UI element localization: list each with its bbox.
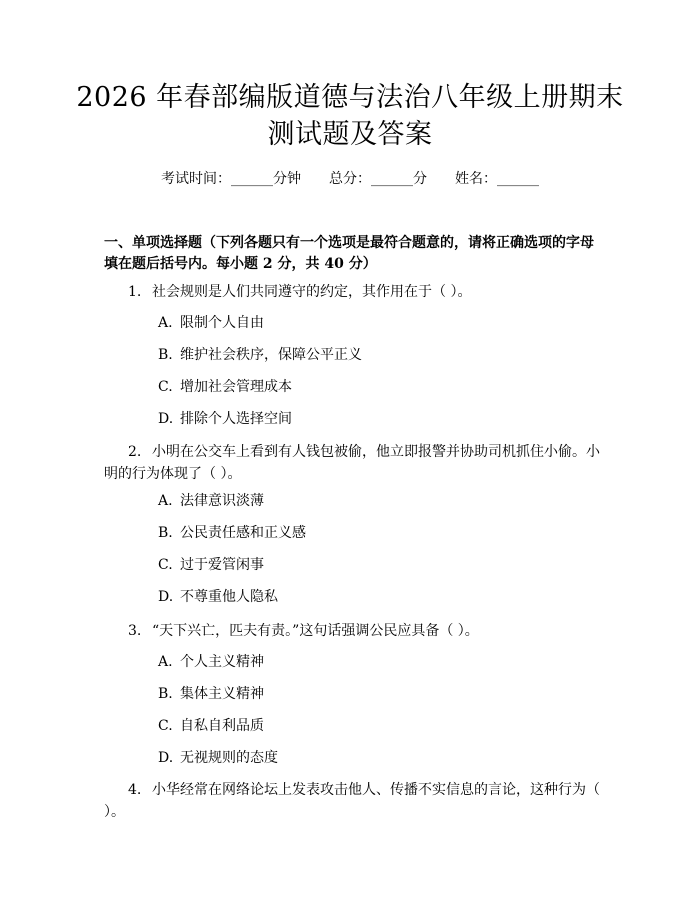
option-label: C.	[158, 379, 173, 395]
option-2a	[158, 491, 264, 511]
question-1	[104, 281, 600, 303]
question-3	[104, 620, 600, 642]
section-1-heading: 一、单项选择题（下列各题只有一个选项是最符合题意的，请将正确选项的字母填在题后括号内。每小题 2 分，共 40 分）	[104, 235, 594, 272]
question-number: 1.	[128, 284, 142, 300]
option-1d	[158, 409, 292, 429]
option-label: B.	[158, 347, 173, 363]
option-text: 集体主义精神	[180, 686, 264, 702]
option-3a	[158, 652, 264, 672]
question-2	[104, 441, 600, 485]
option-text: 过于爱管闲事	[180, 557, 264, 573]
student-name-field: 姓名：______	[455, 171, 539, 187]
question-text: 社会规则是人们共同遵守的约定，其作用在于（ ）。	[152, 284, 472, 300]
option-text: 自私自利品质	[180, 718, 264, 734]
option-3b	[158, 684, 264, 704]
option-3c	[158, 716, 264, 736]
option-label: A.	[158, 654, 173, 670]
option-label: C.	[158, 718, 173, 734]
exam-info-line	[0, 170, 700, 188]
option-label: B.	[158, 525, 173, 541]
exam-time-field: 考试时间：______分钟	[161, 171, 301, 187]
option-2c	[158, 555, 264, 575]
question-number: 4.	[128, 782, 142, 798]
option-2d	[158, 587, 278, 607]
question-number: 3.	[128, 623, 142, 639]
question-text: “天下兴亡，匹夫有责。”这句话强调公民应具备（ ）。	[152, 623, 479, 639]
total-score-field: 总分：______分	[329, 171, 427, 187]
option-text: 个人主义精神	[180, 654, 264, 670]
option-text: 公民责任感和正义感	[180, 525, 306, 541]
option-label: A.	[158, 315, 173, 331]
question-text: 小华经常在网络论坛上发表攻击他人、传播不实信息的言论，这种行为（ ）。	[104, 782, 600, 820]
option-label: D.	[158, 411, 174, 427]
title-line-2: 测试题及答案	[267, 119, 433, 150]
option-text: 维护社会秩序，保障公平正义	[180, 347, 362, 363]
option-label: B.	[158, 686, 173, 702]
option-text: 排除个人选择空间	[180, 411, 292, 427]
option-1a	[158, 313, 264, 333]
option-1c	[158, 377, 292, 397]
option-label: D.	[158, 589, 174, 605]
option-text: 无视规则的态度	[180, 750, 278, 766]
option-2b	[158, 523, 306, 543]
option-label: C.	[158, 557, 173, 573]
option-text: 增加社会管理成本	[180, 379, 292, 395]
option-label: A.	[158, 493, 173, 509]
option-3d	[158, 748, 278, 768]
question-4	[104, 779, 600, 823]
title-line-1: 2026 年春部编版道德与法治八年级上册期末	[76, 82, 624, 113]
option-label: D.	[158, 750, 174, 766]
question-number: 2.	[128, 444, 142, 460]
option-1b	[158, 345, 362, 365]
option-text: 限制个人自由	[180, 315, 264, 331]
question-text: 小明在公交车上看到有人钱包被偷，他立即报警并协助司机抓住小偷。小明的行为体现了（ ）。	[104, 444, 600, 482]
option-text: 法律意识淡薄	[180, 493, 264, 509]
option-text: 不尊重他人隐私	[180, 589, 278, 605]
